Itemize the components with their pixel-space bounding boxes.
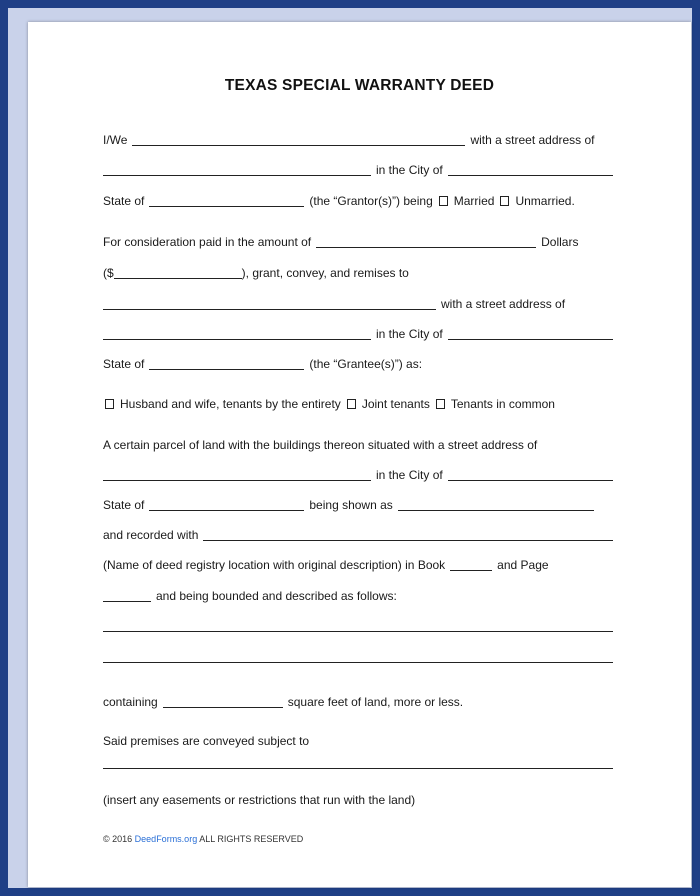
state-label: State of xyxy=(103,194,145,208)
containing-row xyxy=(103,689,613,709)
dollar-sign-label: ($ xyxy=(103,266,114,280)
grantor-name-row xyxy=(103,127,613,147)
grantee-street-label: with a street address of xyxy=(441,297,566,311)
grantee-state-row xyxy=(103,351,613,371)
registry-book-label: (Name of deed registry location with original description) in Book xyxy=(103,558,446,572)
parcel-state-label: State of xyxy=(103,498,145,512)
unmarried-label: Unmarried. xyxy=(515,194,575,208)
tenancy-row xyxy=(103,391,613,411)
grantee-name-field[interactable] xyxy=(103,297,436,310)
grantor-city-field[interactable] xyxy=(448,163,613,176)
book-field[interactable] xyxy=(450,558,492,571)
book-page-row xyxy=(103,552,613,572)
rights-text: ALL RIGHTS RESERVED xyxy=(199,834,304,844)
description-line-1[interactable] xyxy=(103,631,613,632)
grantee-name-row xyxy=(103,291,613,311)
consideration-label: For consideration paid in the amount of xyxy=(103,235,312,249)
grantee-state-label: State of xyxy=(103,357,145,371)
parcel-description-row xyxy=(103,432,613,452)
consideration-row xyxy=(103,229,613,249)
document-title: TEXAS SPECIAL WARRANTY DEED xyxy=(224,77,495,94)
consideration-amount-field[interactable] xyxy=(114,266,242,279)
parcel-city-field[interactable] xyxy=(448,468,613,481)
page-field[interactable] xyxy=(103,589,151,602)
married-checkbox[interactable] xyxy=(439,196,448,206)
grantee-city-field[interactable] xyxy=(448,327,613,340)
street-address-label: with a street address of xyxy=(470,133,595,147)
joint-tenants-checkbox[interactable] xyxy=(347,399,356,409)
parcel-description-text: A certain parcel of land with the buildings thereon situated with a street address of xyxy=(103,438,538,452)
grantor-address-field[interactable] xyxy=(103,163,371,176)
footer xyxy=(103,834,303,844)
grantee-state-field[interactable] xyxy=(149,357,304,370)
husband-wife-label: Husband and wife, tenants by the entirety xyxy=(120,397,341,411)
conveyed-subject-row xyxy=(103,728,613,748)
page-frame xyxy=(8,8,692,888)
city-label: in the City of xyxy=(376,163,443,177)
consideration-words-field[interactable] xyxy=(316,235,536,248)
parcel-city-row xyxy=(103,462,613,482)
grantor-being-label: (the “Grantor(s)”) being xyxy=(309,194,433,208)
easements-note-text: (insert any easements or restrictions that run with the land) xyxy=(103,793,416,807)
page-label: and Page xyxy=(497,558,549,572)
easements-line[interactable] xyxy=(103,768,613,769)
tenants-common-checkbox[interactable] xyxy=(436,399,445,409)
square-feet-field[interactable] xyxy=(163,695,283,708)
consideration-amount-row xyxy=(103,260,613,280)
square-feet-label: square feet of land, more or less. xyxy=(287,695,464,709)
grantor-name-field[interactable] xyxy=(132,133,465,146)
unmarried-checkbox[interactable] xyxy=(500,196,509,206)
grantor-city-row xyxy=(103,157,613,177)
recorded-with-row xyxy=(103,522,613,542)
parcel-state-field[interactable] xyxy=(149,498,304,511)
registry-field[interactable] xyxy=(203,528,613,541)
bounded-described-label: and being bounded and described as follows: xyxy=(156,589,397,603)
parcel-city-label: in the City of xyxy=(376,468,443,482)
married-label: Married xyxy=(453,194,495,208)
description-line-2[interactable] xyxy=(103,662,613,663)
containing-label: containing xyxy=(103,695,158,709)
copyright-text: © 2016 xyxy=(103,834,133,844)
deed-document xyxy=(28,22,691,887)
shown-as-field[interactable] xyxy=(398,498,594,511)
joint-tenants-label: Joint tenants xyxy=(361,397,430,411)
dollars-label: Dollars xyxy=(541,235,579,249)
tenants-common-label: Tenants in common xyxy=(450,397,555,411)
grantor-state-field[interactable] xyxy=(149,194,304,207)
grant-convey-label: ), grant, convey, and remises to xyxy=(241,266,409,280)
recorded-with-label: and recorded with xyxy=(103,528,199,542)
grantee-city-row xyxy=(103,321,613,341)
grantor-label: I/We xyxy=(103,133,128,147)
bounded-row xyxy=(103,583,613,603)
grantor-state-row xyxy=(103,188,613,208)
shown-as-label: being shown as xyxy=(309,498,393,512)
husband-wife-checkbox[interactable] xyxy=(105,399,114,409)
conveyed-subject-text: Said premises are conveyed subject to xyxy=(103,734,310,748)
parcel-address-field[interactable] xyxy=(103,468,371,481)
grantee-as-label: (the “Grantee(s)”) as: xyxy=(309,357,423,371)
parcel-state-row xyxy=(103,492,613,512)
grantee-address-field[interactable] xyxy=(103,327,371,340)
easements-note-row xyxy=(103,787,613,807)
grantee-city-label: in the City of xyxy=(376,327,443,341)
deedforms-link[interactable]: DeedForms.org xyxy=(134,834,198,844)
